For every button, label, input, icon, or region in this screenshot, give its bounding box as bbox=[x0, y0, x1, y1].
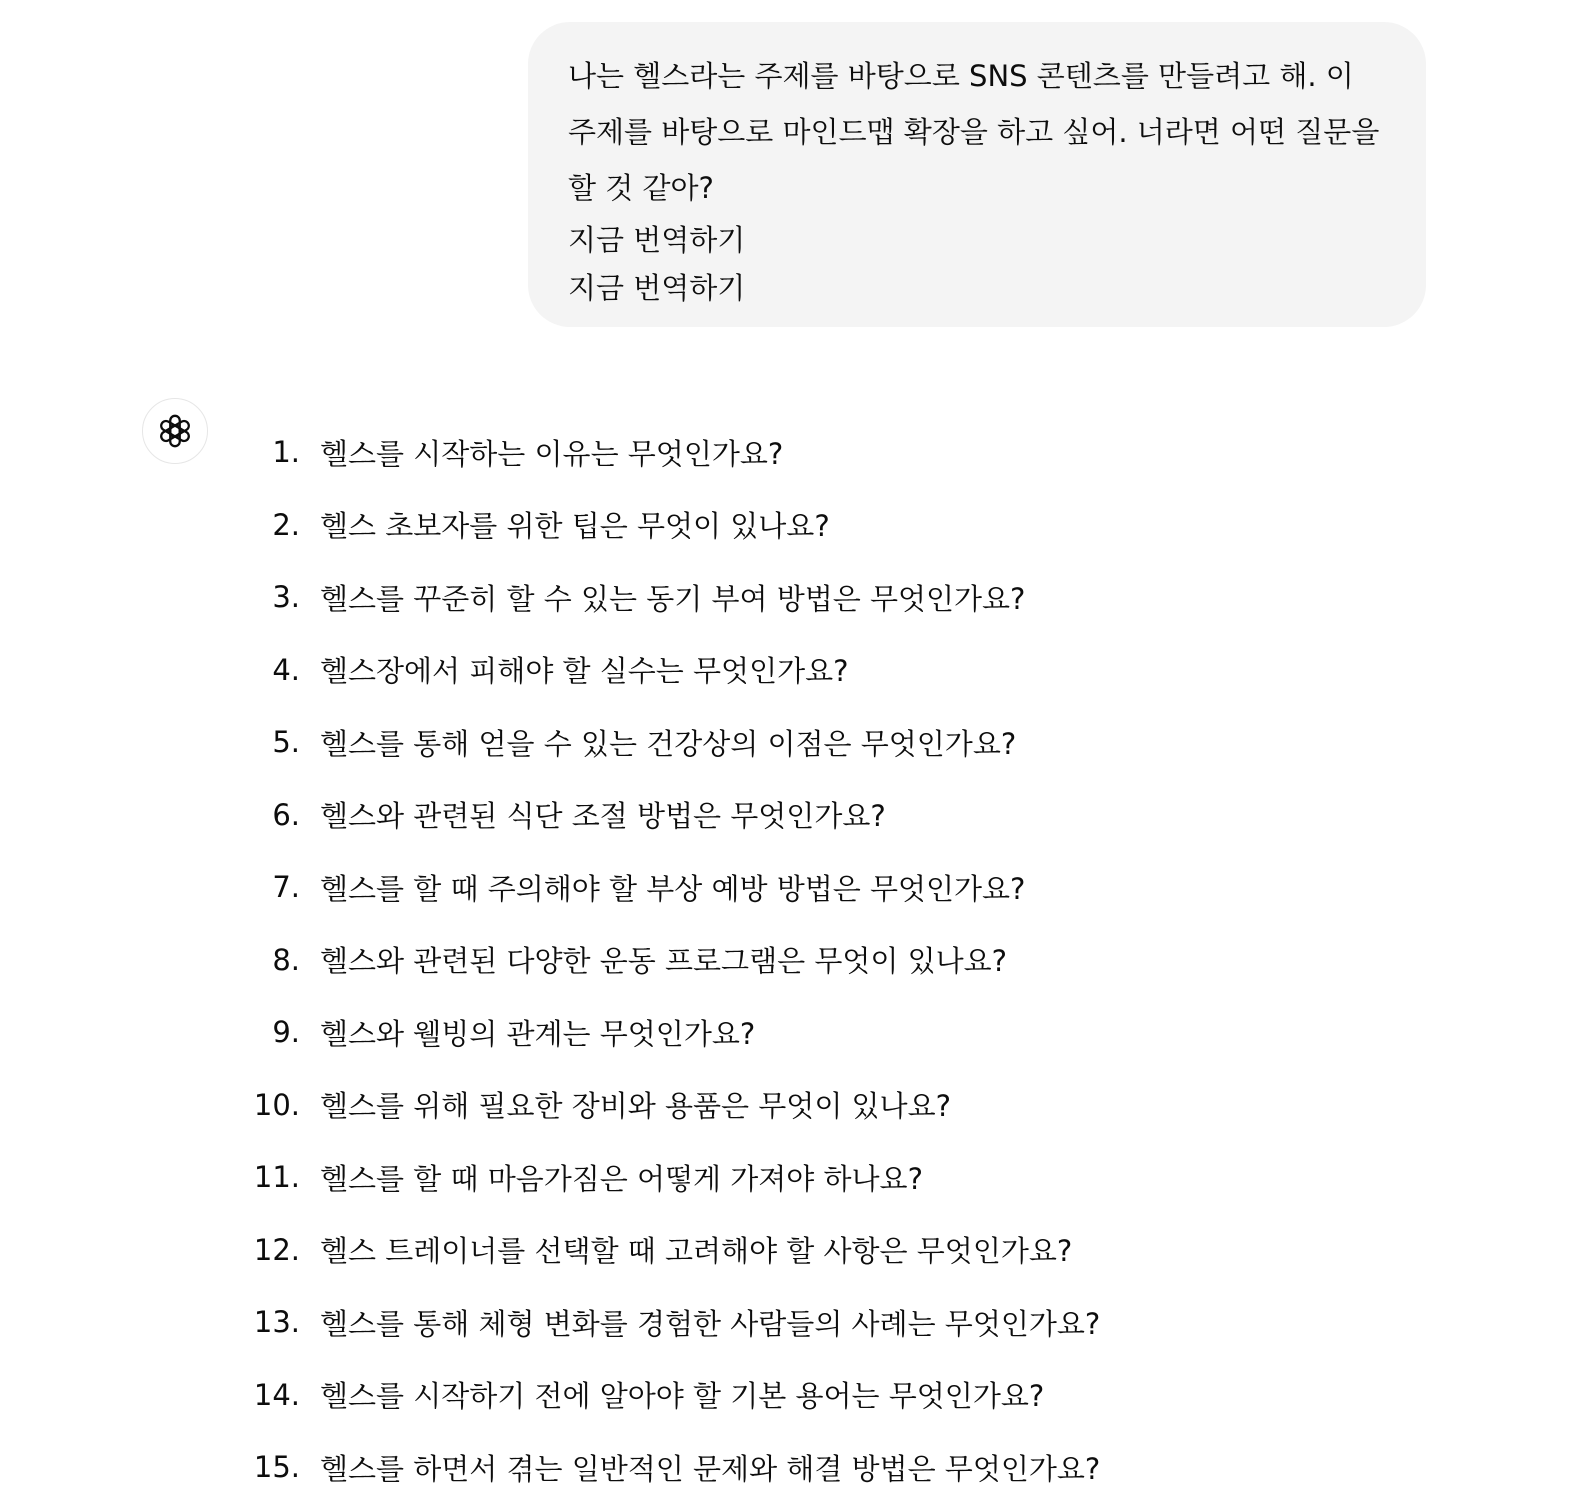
list-item-number: 11. bbox=[253, 1160, 300, 1195]
list-item-text: 헬스와 관련된 다양한 운동 프로그램은 무엇이 있나요? bbox=[320, 944, 1008, 979]
list-item-number: 13. bbox=[253, 1305, 300, 1340]
translate-now-link[interactable]: 지금 번역하기 bbox=[568, 223, 746, 257]
list-item-number: 6. bbox=[272, 797, 300, 832]
list-item bbox=[240, 1431, 1100, 1504]
openai-logo-icon bbox=[156, 412, 194, 450]
list-item-number: 12. bbox=[253, 1232, 300, 1267]
list-item bbox=[240, 706, 1100, 779]
list-item-number: 5. bbox=[272, 725, 300, 760]
list-item-number: 15. bbox=[253, 1450, 300, 1485]
list-item-number: 10. bbox=[253, 1087, 300, 1122]
list-item bbox=[240, 489, 1100, 562]
list-item-number: 2. bbox=[272, 507, 300, 542]
list-item bbox=[240, 561, 1100, 634]
list-item-text: 헬스를 통해 얻을 수 있는 건강상의 이점은 무엇인가요? bbox=[320, 726, 1017, 761]
translate-now-link[interactable]: 지금 번역하기 bbox=[568, 271, 746, 305]
assistant-avatar bbox=[142, 398, 208, 464]
list-item-text: 헬스와 관련된 식단 조절 방법은 무엇인가요? bbox=[320, 799, 886, 834]
list-item bbox=[240, 1214, 1100, 1287]
list-item-text: 헬스를 할 때 마음가짐은 어떻게 가져야 하나요? bbox=[320, 1161, 923, 1196]
list-item-text: 헬스를 통해 체형 변화를 경험한 사람들의 사례는 무엇인가요? bbox=[320, 1306, 1101, 1341]
list-item-text: 헬스 트레이너를 선택할 때 고려해야 할 사항은 무엇인가요? bbox=[320, 1234, 1073, 1269]
list-item bbox=[240, 1359, 1100, 1432]
list-item-number: 14. bbox=[253, 1377, 300, 1412]
list-item-text: 헬스 초보자를 위한 팁은 무엇이 있나요? bbox=[320, 509, 830, 544]
list-item-text: 헬스를 위해 필요한 장비와 용품은 무엇이 있나요? bbox=[320, 1089, 951, 1124]
list-item-number: 4. bbox=[272, 652, 300, 687]
list-item bbox=[240, 779, 1100, 852]
list-item bbox=[240, 924, 1100, 997]
user-message-text: 나는 헬스라는 주제를 바탕으로 SNS 콘텐츠를 만들려고 해. 이 주제를 바탕으로 마인드맵 확장을 하고 싶어. 너라면 어떤 질문을 할 것 같아? bbox=[568, 59, 1380, 205]
list-item-number: 7. bbox=[272, 870, 300, 905]
list-item bbox=[240, 634, 1100, 707]
list-item bbox=[240, 416, 1100, 489]
list-item bbox=[240, 1141, 1100, 1214]
user-message-bubble bbox=[528, 22, 1426, 327]
list-item-text: 헬스를 꾸준히 할 수 있는 동기 부여 방법은 무엇인가요? bbox=[320, 581, 1026, 616]
assistant-answer-list bbox=[240, 416, 1100, 1504]
list-item-number: 8. bbox=[272, 942, 300, 977]
list-item bbox=[240, 996, 1100, 1069]
list-item-text: 헬스장에서 피해야 할 실수는 무엇인가요? bbox=[320, 654, 849, 689]
list-item-text: 헬스와 웰빙의 관계는 무엇인가요? bbox=[320, 1016, 756, 1051]
list-item bbox=[240, 1069, 1100, 1142]
list-item bbox=[240, 1286, 1100, 1359]
list-item bbox=[240, 851, 1100, 924]
list-item-text: 헬스를 시작하는 이유는 무엇인가요? bbox=[320, 436, 784, 471]
list-item-text: 헬스를 시작하기 전에 알아야 할 기본 용어는 무엇인가요? bbox=[320, 1379, 1045, 1414]
list-item-number: 3. bbox=[272, 580, 300, 615]
list-item-number: 1. bbox=[272, 435, 300, 470]
list-item-text: 헬스를 하면서 겪는 일반적인 문제와 해결 방법은 무엇인가요? bbox=[320, 1451, 1101, 1486]
list-item-text: 헬스를 할 때 주의해야 할 부상 예방 방법은 무엇인가요? bbox=[320, 871, 1026, 906]
list-item-number: 9. bbox=[272, 1015, 300, 1050]
